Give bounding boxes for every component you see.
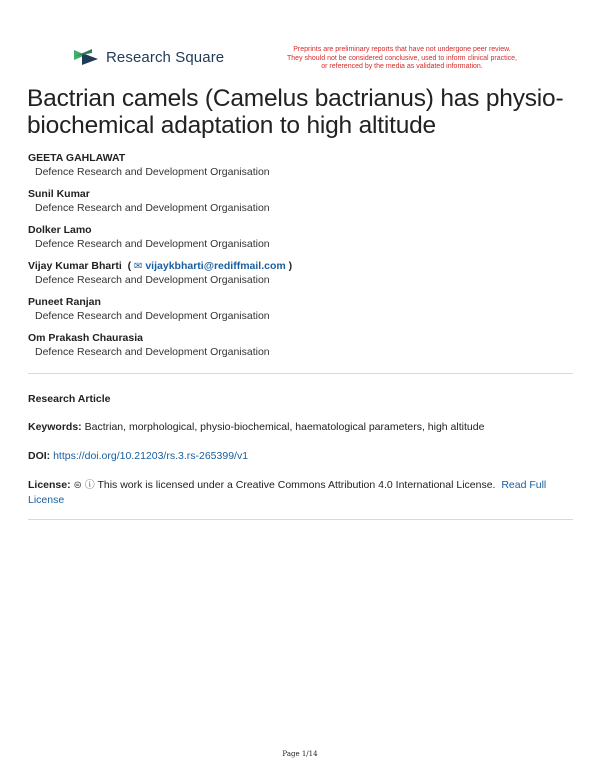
author-entry — [28, 188, 578, 224]
license-label: License: — [28, 479, 71, 491]
corresponding-author: Vijay Kumar Bharti ( ✉ vijaykbharti@rediffmail.com ) — [28, 260, 293, 272]
paper-title: Bactrian camels (Camelus bactrianus) has physio-biochemical adaptation to high altitude — [27, 85, 564, 139]
license-row — [28, 478, 573, 508]
divider — [28, 519, 573, 520]
author-list — [28, 152, 578, 368]
page-number: Page 1/14 — [282, 750, 318, 758]
doi-link[interactable]: https://doi.org/10.21203/rs.3.rs-265399/v1 — [53, 450, 249, 462]
author-name: Om Prakash Chaurasia — [28, 332, 143, 344]
author-affiliation: Defence Research and Development Organisation — [35, 166, 270, 178]
author-entry — [28, 152, 578, 188]
keywords-value: Bactrian, morphological, physio-biochemical, haematological parameters, high altitude — [84, 421, 485, 433]
author-entry — [28, 260, 578, 296]
keywords-label: Keywords: — [28, 421, 82, 433]
notice-line: or referenced by the media as validated information. — [321, 63, 483, 70]
author-affiliation: Defence Research and Development Organisation — [35, 202, 270, 214]
author-name: Dolker Lamo — [28, 224, 92, 236]
author-affiliation: Defence Research and Development Organisation — [35, 346, 270, 358]
keywords-row — [28, 420, 573, 435]
author-name: Puneet Ranjan — [28, 296, 101, 308]
cc-license-icon: ⊜ ⓘ — [73, 480, 95, 491]
doi-row — [28, 449, 573, 464]
author-affiliation: Defence Research and Development Organisation — [35, 274, 270, 286]
logo-text: Research Square — [106, 48, 225, 66]
preprint-notice — [262, 46, 542, 72]
research-square-logo[interactable] — [72, 47, 224, 67]
author-name: Sunil Kumar — [28, 188, 90, 200]
divider — [28, 373, 573, 374]
notice-line: Preprints are preliminary reports that have not undergone peer review. — [293, 46, 511, 53]
author-entry — [28, 224, 578, 260]
article-type: Research Article — [28, 393, 111, 405]
license-text: This work is licensed under a Creative Commons Attribution 4.0 International License. — [97, 479, 496, 491]
author-email-link[interactable]: vijaykbharti@rediffmail.com — [145, 260, 286, 272]
research-square-icon — [72, 47, 100, 67]
read-full-license-link[interactable]: Read Full License — [28, 479, 547, 506]
doi-label: DOI: — [28, 450, 51, 462]
notice-line: They should not be considered conclusive, used to inform clinical practice, — [287, 54, 517, 62]
author-affiliation: Defence Research and Development Organisation — [35, 238, 270, 250]
author-affiliation: Defence Research and Development Organisation — [35, 310, 270, 322]
author-name: Vijay Kumar Bharti — [28, 260, 122, 272]
envelope-icon: ✉ — [134, 261, 143, 272]
author-name: GEETA GAHLAWAT — [28, 152, 126, 164]
author-entry — [28, 332, 578, 368]
author-entry — [28, 296, 578, 332]
